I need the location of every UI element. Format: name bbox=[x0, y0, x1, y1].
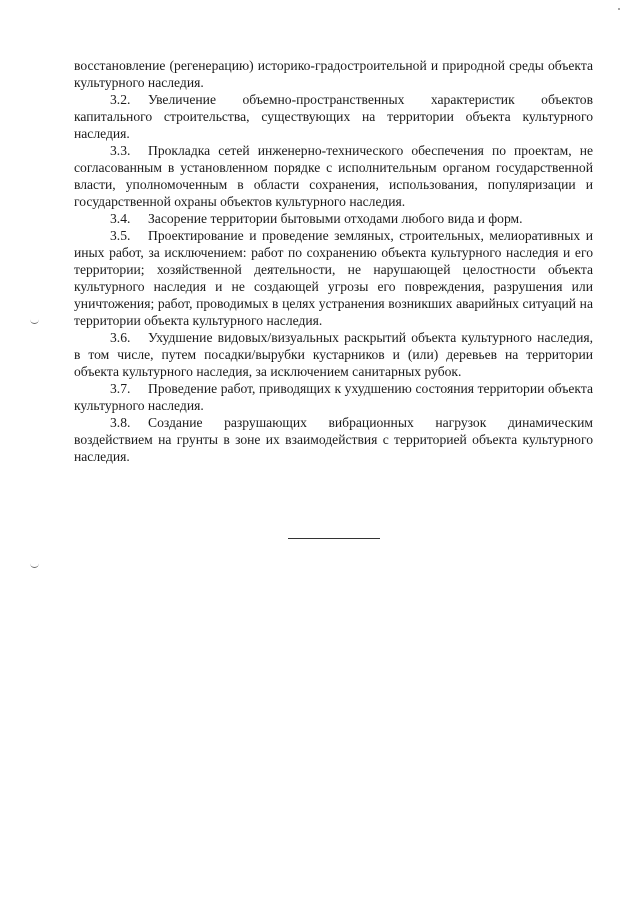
paragraph-number: 3.6. bbox=[110, 330, 131, 345]
scan-speck bbox=[618, 8, 620, 10]
paragraph-number: 3.3. bbox=[110, 143, 131, 158]
paragraph-3-3 bbox=[74, 142, 593, 210]
paragraph-3-4 bbox=[74, 210, 593, 227]
paragraph-3-5 bbox=[74, 227, 593, 329]
document-body bbox=[74, 57, 593, 465]
paragraph-3-6 bbox=[74, 329, 593, 380]
binding-hole-mark bbox=[30, 562, 39, 568]
paragraph-number: 3.7. bbox=[110, 381, 131, 396]
paragraph-text: Ухудшение видовых/визуальных раскрытий объекта культурного наследия, в том числе, путем посадки/вырубки кустарников и (или) деревьев на территории объекта культурного наследия, за исключением санитарных рубок. bbox=[74, 330, 593, 379]
binding-hole-mark bbox=[30, 318, 39, 324]
end-separator-line bbox=[288, 538, 380, 539]
paragraph-3-8 bbox=[74, 414, 593, 465]
paragraph-number: 3.2. bbox=[110, 92, 131, 107]
paragraph-text: Увеличение объемно-пространственных характеристик объектов капитального строительства, существующих на территории объекта культурного наследия. bbox=[74, 92, 593, 141]
paragraph-text: восстановление (регенерацию) историко-градостроительной и природной среды объекта культурного наследия. bbox=[74, 58, 593, 90]
paragraph-text: Проведение работ, приводящих к ухудшению состояния территории объекта культурного наследия. bbox=[74, 381, 593, 413]
paragraph-3-2 bbox=[74, 91, 593, 142]
paragraph-number: 3.4. bbox=[110, 211, 131, 226]
paragraph-number: 3.8. bbox=[110, 415, 131, 430]
paragraph-number: 3.5. bbox=[110, 228, 131, 243]
paragraph-text: Проектирование и проведение земляных, строительных, мелиоративных и иных работ, за исключением: работ по сохранению объекта культурного наследия и его территории; хозяйственной деятельности, не нарушающей целостности объекта культурного наследия и не создающей угрозы его повреждения, разрушения или уничтожения; работ, проводимых в целях устранения возникших аварийных ситуаций на территории объекта культурного наследия. bbox=[74, 228, 593, 328]
paragraph-3-7 bbox=[74, 380, 593, 414]
paragraph-continuation bbox=[74, 57, 593, 91]
paragraph-text: Создание разрушающих вибрационных нагрузок динамическим воздействием на грунты в зоне их взаимодействия с территорией объекта культурного наследия. bbox=[74, 415, 593, 464]
paragraph-text: Засорение территории бытовыми отходами любого вида и форм. bbox=[148, 211, 523, 226]
paragraph-text: Прокладка сетей инженерно-технического обеспечения по проектам, не согласованным в установленном порядке с исполнительным органом государственной власти, уполномоченным в области сохранения, использования, популяризации и государственной охраны объектов культурного наследия. bbox=[74, 143, 593, 209]
